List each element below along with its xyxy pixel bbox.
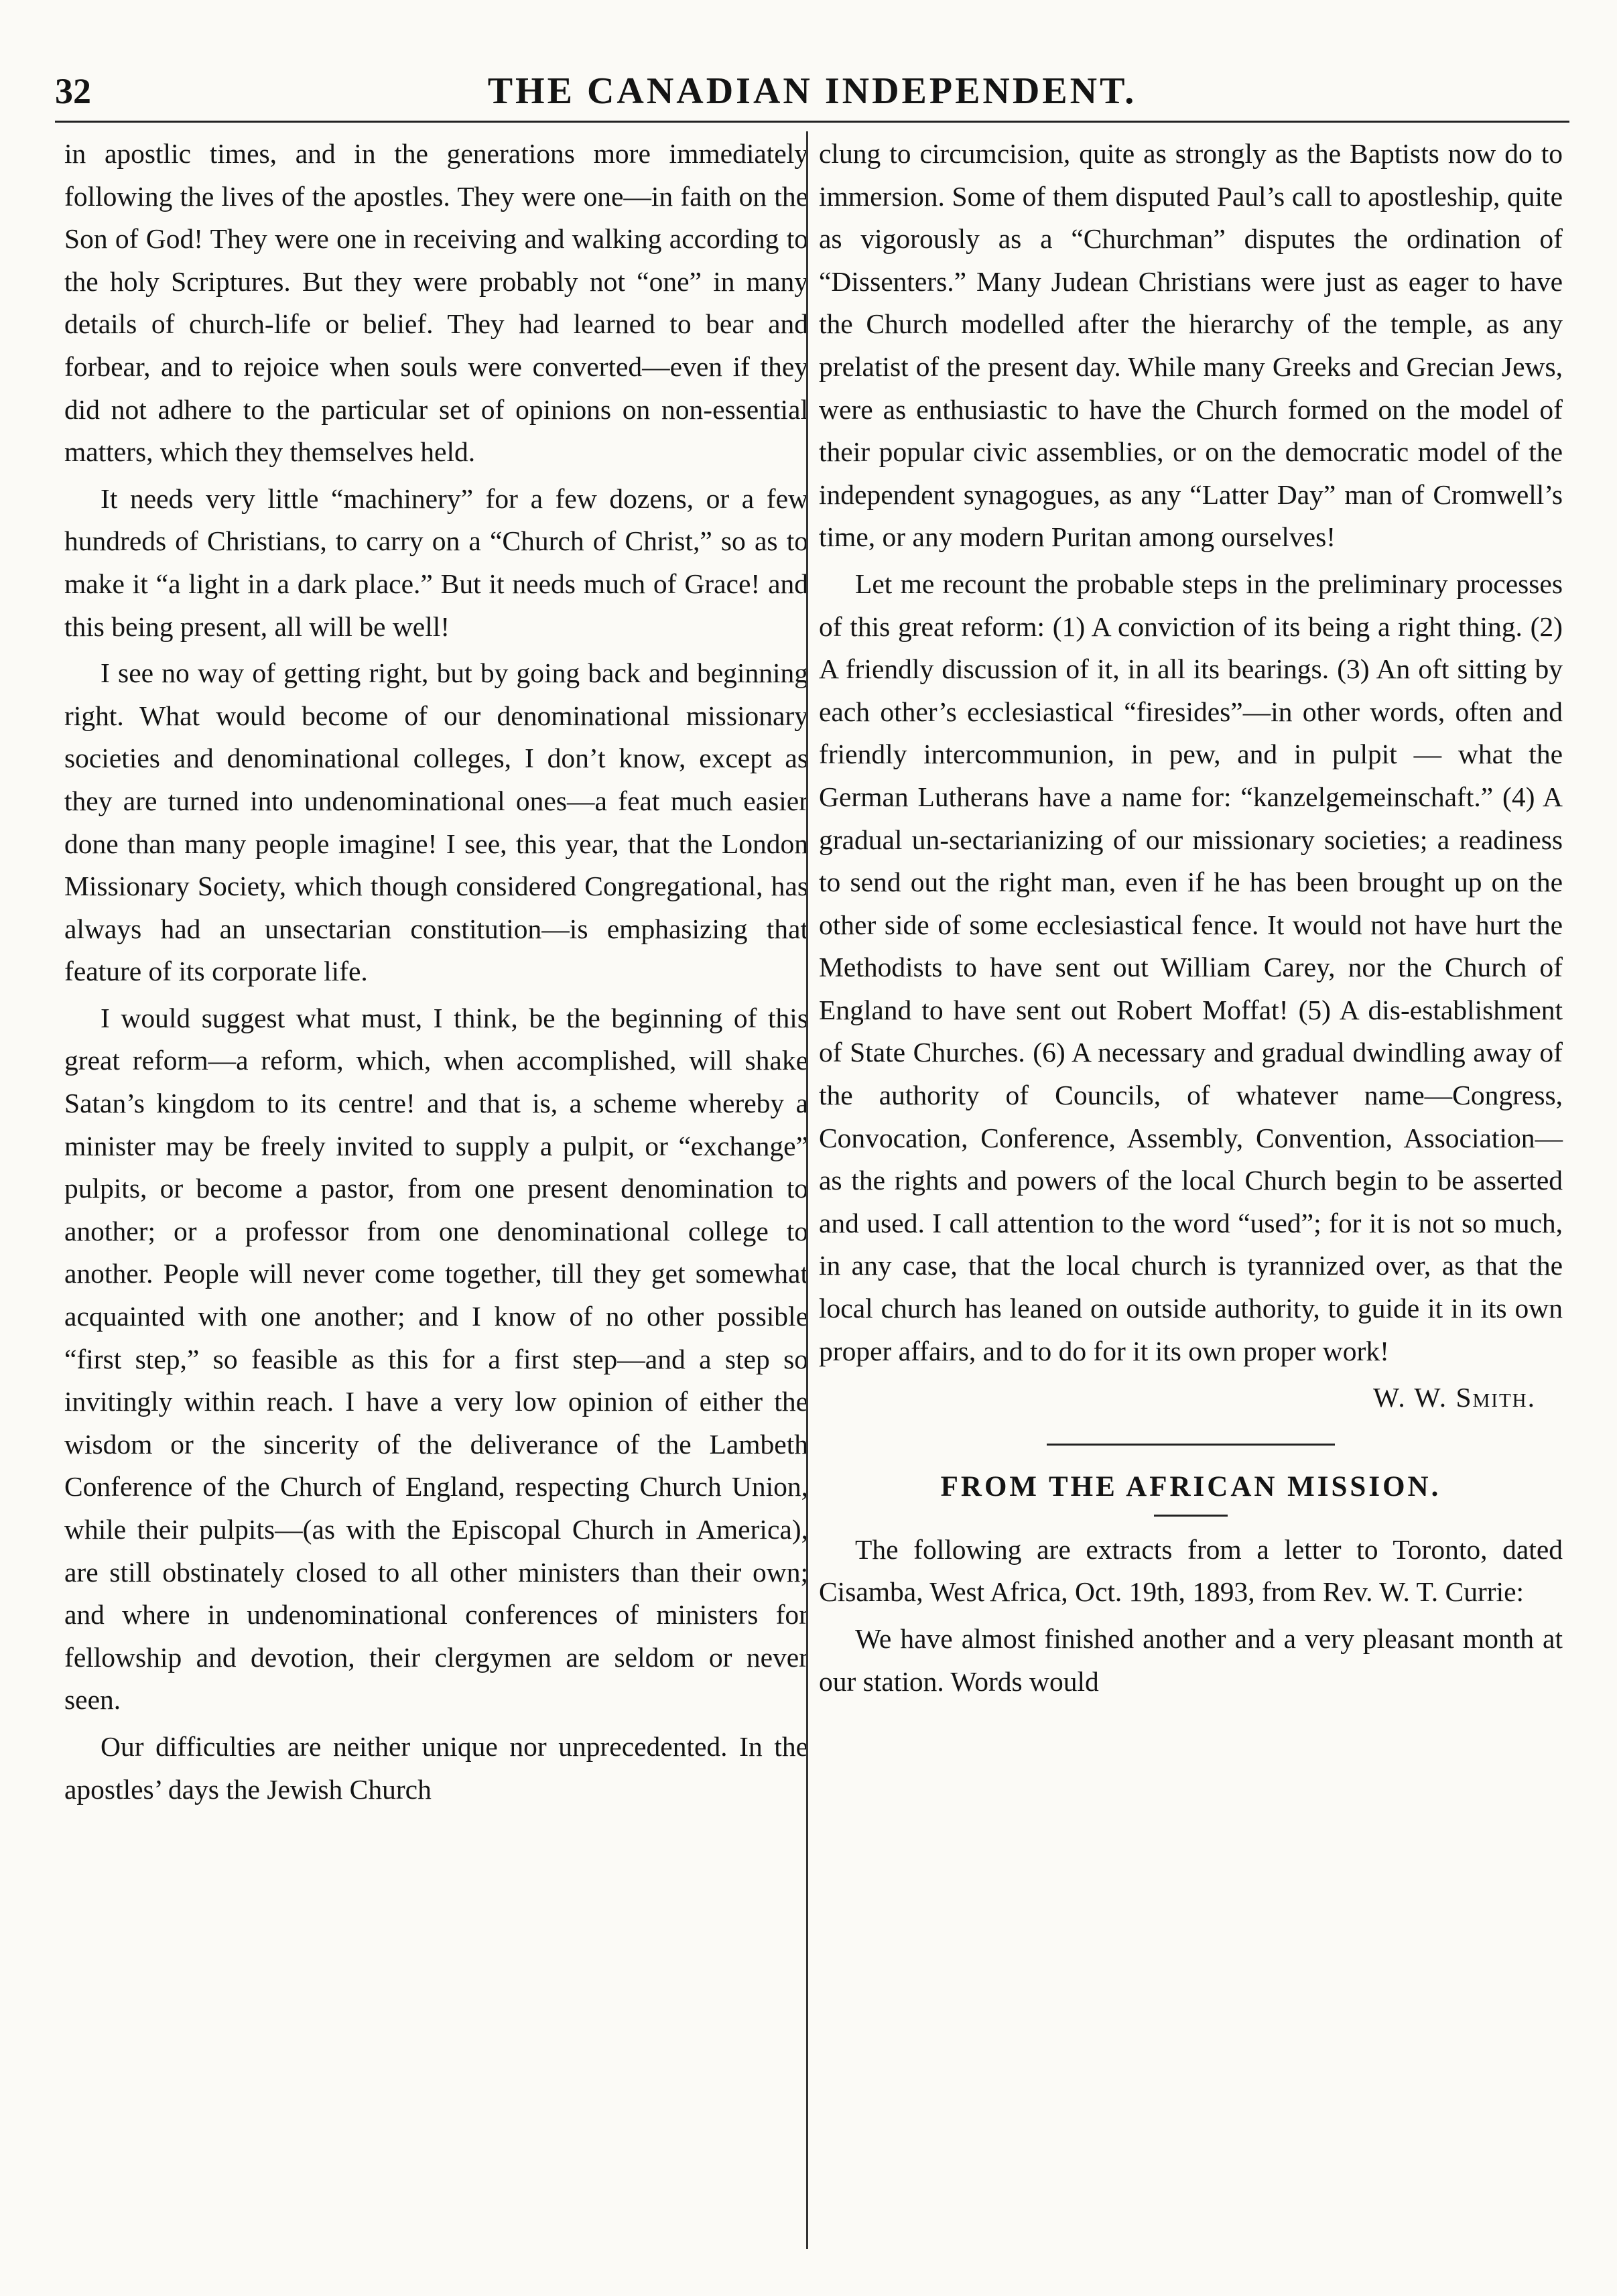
paragraph: I see no way of getting right, but by going back and beginning right. What would become of our denominational missionary societies and denominational colleges, I don’t know, except as they are turned into undenominational ones—a feat much easier done than many people imagine! I see, this year, that the London Missionary Society, which though considered Congregational, has always had an unsectarian constitution—is emphasizing that feature of its corporate life. <box>64 657 808 987</box>
section-separator <box>1047 1444 1335 1446</box>
running-title: THE CANADIAN INDEPENDENT. <box>487 70 1137 112</box>
paragraph: It needs very little “machinery” for a few dozens, or a few hundreds of Christians, to carry on a “Church of Christ,” so as to make it “a light in a dark place.” But it needs much of Grace! and this being present, all will be well! <box>64 483 808 642</box>
left-column <box>64 133 808 1815</box>
header-rule <box>55 121 1569 123</box>
paragraph: Let me recount the probable steps in the preliminary processes of this great reform: (1) A conviction of its being a right thing. (2) A friendly discussion of it, in all its bearings. (3) An oft sitting by each other’s ecclesiastical “firesides”—in other words, often and friendly intercommunion, in pew, and in pulpit — what the German Lutherans have a name for: “kanzelgemeinschaft.” (4) A gradual un-sectarianizing of our missionary societies; a readiness to send out the right man, even if he has been brought up on the other side of some ecclesiastical fence. It would not have hurt the Methodists to have sent out William Carey, nor the Church of England to have sent out Robert Moffat! (5) A dis-establishment of State Churches. (6) A necessary and gradual dwindling away of the authority of Councils, of whatever name—Congress, Convocation, Conference, Assembly, Convention, Association—as the rights and powers of the local Church begin to be asserted and used. I call attention to the word “used”; for it is not so much, in any case, that the local church is tyrannized over, as that the local church has leaned on outside authority, to guide it in its own proper affairs, and to do for it its own proper work! <box>819 568 1563 1366</box>
page-number: 32 <box>55 71 91 111</box>
paragraph: We have almost finished another and a very pleasant month at our station. Words would <box>819 1623 1563 1697</box>
paragraph: The following are extracts from a letter to Toronto, dated Cisamba, West Africa, Oct. 19th, 1893, from Rev. W. T. Currie: <box>819 1533 1563 1608</box>
paragraph: clung to circumcision, quite as strongly as the Baptists now do to immersion. Some of them disputed Paul’s call to apostleship, quite as vigorously as a “Churchman” disputes the ordination of “Dissenters.” Many Judean Christians were just as eager to have the Church modelled after the hierarchy of the temple, as any prelatist of the present day. While many Greeks and Grecian Jews, were as enthusiastic to have the Church formed on the model of their popular civic assemblies, or on the democratic model of the independent synagogues, as any “Latter Day” man of Cromwell’s time, or any modern Puritan among ourselves! <box>819 138 1563 553</box>
section-heading: FROM THE AFRICAN MISSION. <box>940 1470 1441 1503</box>
author-signature: W. W. Smith. <box>1372 1382 1536 1413</box>
column-divider <box>806 131 808 2249</box>
heading-underline <box>1154 1515 1228 1517</box>
paragraph: in apostlic times, and in the generations more immediately following the lives of the apostles. They were one—in faith on the Son of God! They were one in receiving and walking according to the holy Scriptures. But they were probably not “one” in many details of church-life or belief. They had learned to bear and forbear, and to rejoice when souls were converted—even if they did not adhere to the particular set of opinions on non-essential matters, which they themselves held. <box>64 138 808 468</box>
paragraph: I would suggest what must, I think, be the beginning of this great reform—a reform, which, when accomplished, will shake Satan’s kingdom to its centre! and that is, a scheme whereby a minister may be freely invited to supply a pulpit, or “exchange” pulpits, or become a pastor, from one present denomination to another; or a professor from one denominational college to another. People will never come together, till they get somewhat acquainted with one another; and I know of no other possible “first step,” so feasible as this for a first step—and a step so invitingly within reach. I have a very low opinion of either the wisdom or the sincerity of the deliverance of the Lambeth Conference of the Church of England, respecting Church Union, while their pulpits—(as with the Episcopal Church in America), are still obstinately closed to all other ministers than their own; and where in undenominational conferences of ministers for fellowship and devotion, their clergymen are seldom or never seen. <box>64 1002 808 1716</box>
page-header <box>55 66 1569 117</box>
paragraph: Our difficulties are neither unique nor unprecedented. In the apostles’ days the Jewish Church <box>64 1730 808 1805</box>
right-column <box>819 133 1563 1707</box>
